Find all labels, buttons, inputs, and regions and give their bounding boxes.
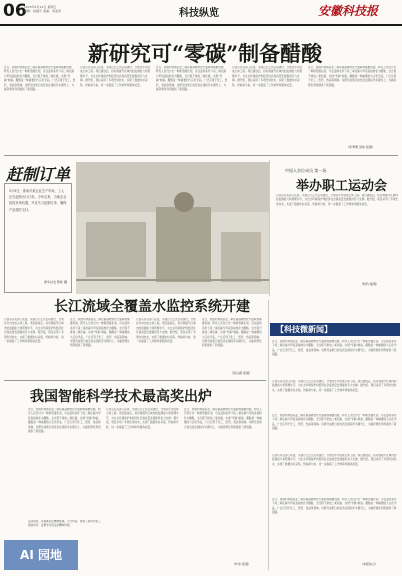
article2-body: 记者从有关部门获悉，该项目已正式启动建设，计划在年内完成主体工程。项目建成后，将有效提升区域内的监测能力和管理水平，为生态环境保护和经济社会高质量发展提供有力支撑。据介绍，项目采用了多项先进技术，实现了数据实时采集、传输和分析，进一步提高了工作效率和服务质量。 — [276, 194, 398, 206]
factory-worker-photo — [76, 162, 269, 294]
feature-credit: 新华社发 陈彬 摄 — [44, 280, 67, 284]
article4-body-col2: 记者从有关部门获悉，该项目已正式启动建设，计划在年内完成主体工程。项目建成后，将有效提升区域内的监测能力和管理水平，为生态环境保护和经济社会高质量发展提供有力支撑。据介绍，项目采用了多项先进技术，实现了数据实时采集、传输和分析，进一步提高了工作效率和服务质量。 — [106, 408, 179, 429]
article3-body-col3: 记者从有关部门获悉，该项目已正式启动建设，计划在年内完成主体工程。项目建成后，将有效提升区域内的监测能力和管理水平，为生态环境保护和经济社会高质量发展提供有力支撑。据介绍，项目采用了多项先进技术，实现了数据实时采集、传输和分析，进一步提高了工作效率和服务质量。 — [136, 318, 196, 344]
issue-date: 2023年5月12日 星期五 — [24, 5, 57, 9]
issue-editors: 编辑：杨瑞平 美编：刘亚莉 — [24, 9, 61, 13]
article1-byline: （李秀明 吴炜 报道） — [346, 145, 375, 149]
article4-body-col3: 近日，我国科研团队在二氧化碳高效转化方面取得重要进展，研究人员设计出一种新型催化剂，可在温和条件下将二氧化碳与甲烷直接转化为醋酸，全过程不排放二氧化碳，实现“零碳”制备。醋酸是一种重要的大宗化学品，广泛应用于化工、医药、食品等领域。该研究成果日前发表在国际学术期刊上，为碳资源化利用提供了新思路。 — [184, 408, 262, 429]
ai-column-badge — [4, 540, 78, 570]
ai-news-item-2: 记者从有关部门获悉，该项目已正式启动建设，计划在年内完成主体工程。项目建成后，将有效提升区域内的监测能力和管理水平，为生态环境保护和经济社会高质量发展提供有力支撑。据介绍，项目采用了多项先进技术，实现了数据实时采集、传输和分析，进一步提高了工作效率和服务质量。 — [272, 380, 397, 392]
article1-body-col3: 近日，我国科研团队在二氧化碳高效转化方面取得重要进展，研究人员设计出一种新型催化剂，可在温和条件下将二氧化碳与甲烷直接转化为醋酸，全过程不排放二氧化碳，实现“零碳”制备。醋酸是一种重要的大宗化学品，广泛应用于化工、医药、食品等领域。该研究成果日前发表在国际学术期刊上，为碳资源化利用提供了新思路。 — [156, 66, 228, 92]
section-title: 科技纵览 — [179, 8, 219, 19]
article1-body-col5: 近日，我国科研团队在二氧化碳高效转化方面取得重要进展，研究人员设计出一种新型催化剂，可在温和条件下将二氧化碳与甲烷直接转化为醋酸，全过程不排放二氧化碳，实现“零碳”制备。醋酸是一种重要的大宗化学品，广泛应用于化工、医药、食品等领域。该研究成果日前发表在国际学术期刊上，为碳资源化利用提供了新思路。 — [308, 66, 397, 87]
column-separator — [268, 300, 269, 570]
ai-news-item-4: 记者从有关部门获悉，该项目已正式启动建设，计划在年内完成主体工程。项目建成后，将有效提升区域内的监测能力和管理水平，为生态环境保护和经济社会高质量发展提供有力支撑。据介绍，项目采用了多项先进技术，实现了数据实时采集、传输和分析，进一步提高了工作效率和服务质量。 — [272, 454, 397, 466]
article1-body-col1: 近日，我国科研团队在二氧化碳高效转化方面取得重要进展，研究人员设计出一种新型催化剂，可在温和条件下将二氧化碳与甲烷直接转化为醋酸，全过程不排放二氧化碳，实现“零碳”制备。醋酸是一种重要的大宗化学品，广泛应用于化工、医药、食品等领域。该研究成果日前发表在国际学术期刊上，为碳资源化利用提供了新思路。 — [4, 66, 76, 92]
ai-news-item-3: 近日，我国科研团队在二氧化碳高效转化方面取得重要进展，研究人员设计出一种新型催化剂，可在温和条件下将二氧化碳与甲烷直接转化为醋酸，全过程不排放二氧化碳，实现“零碳”制备。醋酸是一种重要的大宗化学品，广泛应用于化工、医药、食品等领域。该研究成果日前发表在国际学术期刊上，为碳资源化利用提供了新思路。 — [272, 414, 397, 431]
article1-body-col2: 记者从有关部门获悉，该项目已正式启动建设，计划在年内完成主体工程。项目建成后，将有效提升区域内的监测能力和管理水平，为生态环境保护和经济社会高质量发展提供有力支撑。据介绍，项目采用了多项先进技术，实现了数据实时采集、传输和分析，进一步提高了工作效率和服务质量。 — [80, 66, 151, 87]
feature-photo — [76, 162, 269, 294]
article4-byline: （叶伟 报道） — [232, 562, 251, 566]
article3-title: 长江流域全覆盖水监控系统开建 — [54, 299, 250, 315]
ai-news-item-1: 近日，我国科研团队在二氧化碳高效转化方面取得重要进展，研究人员设计出一种新型催化剂，可在温和条件下将二氧化碳与甲烷直接转化为醋酸，全过程不排放二氧化碳，实现“零碳”制备。醋酸是一种重要的大宗化学品，广泛应用于化工、医药、食品等领域。该研究成果日前发表在国际学术期刊上，为碳资源化利用提供了新思路。 — [272, 340, 397, 357]
page-number: 06 — [3, 1, 27, 21]
section-divider — [4, 155, 398, 156]
article2-title: 举办职工运动会 — [296, 179, 388, 194]
article3-body-col4: 近日，我国科研团队在二氧化碳高效转化方面取得重要进展，研究人员设计出一种新型催化剂，可在温和条件下将二氧化碳与甲烷直接转化为醋酸，全过程不排放二氧化碳，实现“零碳”制备。醋酸是一种重要的大宗化学品，广泛应用于化工、医药、食品等领域。该研究成果日前发表在国际学术期刊上，为碳资源化利用提供了新思路。 — [202, 318, 262, 348]
article2-kicker: 中国人首位成员 第一场 — [285, 168, 327, 173]
column-separator — [269, 160, 270, 296]
article1-body-col4: 记者从有关部门获悉，该项目已正式启动建设，计划在年内完成主体工程。项目建成后，将有效提升区域内的监测能力和管理水平，为生态环境保护和经济社会高质量发展提供有力支撑。据介绍，项目采用了多项先进技术，实现了数据实时采集、传输和分析，进一步提高了工作效率和服务质量。 — [232, 66, 303, 87]
article3-body-col2: 近日，我国科研团队在二氧化碳高效转化方面取得重要进展，研究人员设计出一种新型催化剂，可在温和条件下将二氧化碳与甲烷直接转化为醋酸，全过程不排放二氧化碳，实现“零碳”制备。醋酸是一种重要的大宗化学品，广泛应用于化工、医药、食品等领域。该研究成果日前发表在国际学术期刊上，为碳资源化利用提供了新思路。 — [70, 318, 130, 348]
ai-news-byline: （本报综合） — [360, 562, 379, 566]
article4-body-col1-tail: 活动现场，各参赛队伍精神饱满、斗志昂扬，展现了新时代职工团结协作、奋勇争先的良好精神风貌。 — [28, 520, 101, 528]
article3-divider — [4, 380, 266, 381]
article1-title: 新研究可“零碳”制备醋酸 — [88, 41, 323, 66]
feature-caption-box — [4, 183, 72, 293]
article3-byline: （吴兴春 报道） — [230, 371, 252, 375]
article2-byline: （特约 陆明） — [360, 282, 379, 286]
masthead-rule — [0, 24, 402, 26]
article4-body-col1: 近日，我国科研团队在二氧化碳高效转化方面取得重要进展，研究人员设计出一种新型催化剂，可在温和条件下将二氧化碳与甲烷直接转化为醋酸，全过程不排放二氧化碳，实现“零碳”制备。醋酸是一种重要的大宗化学品，广泛应用于化工、医药、食品等领域。该研究成果日前发表在国际学术期刊上，为碳资源化利用提供了新思路。 — [28, 408, 101, 434]
ai-news-item-5: 近日，我国科研团队在二氧化碳高效转化方面取得重要进展，研究人员设计出一种新型催化剂，可在温和条件下将二氧化碳与甲烷直接转化为醋酸，全过程不排放二氧化碳，实现“零碳”制备。醋酸是一种重要的大宗化学品，广泛应用于化工、医药、食品等领域。该研究成果日前发表在国际学术期刊上，为碳资源化利用提供了新思路。 — [272, 498, 397, 515]
article3-body-col1: 记者从有关部门获悉，该项目已正式启动建设，计划在年内完成主体工程。项目建成后，将有效提升区域内的监测能力和管理水平，为生态环境保护和经济社会高质量发展提供有力支撑。据介绍，项目采用了多项先进技术，实现了数据实时采集、传输和分析，进一步提高了工作效率和服务质量。 — [4, 318, 64, 344]
feature-title: 赶制订单 — [6, 165, 71, 184]
article4-title: 我国智能科学技术最高奖出炉 — [30, 389, 212, 405]
ai-news-heading: 【科技微新闻】 — [270, 323, 400, 336]
ai-badge-text: AI 园地 — [20, 548, 62, 562]
feature-caption: 5月9日，淮南市某企业生产车间，工人正在赶制出口订单。今年以来，当地企业抢抓市场机遇，开足马力赶制订单，确保产品按时交付。 — [9, 189, 67, 212]
newspaper-logo: 安徽科技报 — [318, 4, 379, 18]
issue-meta — [24, 5, 61, 13]
